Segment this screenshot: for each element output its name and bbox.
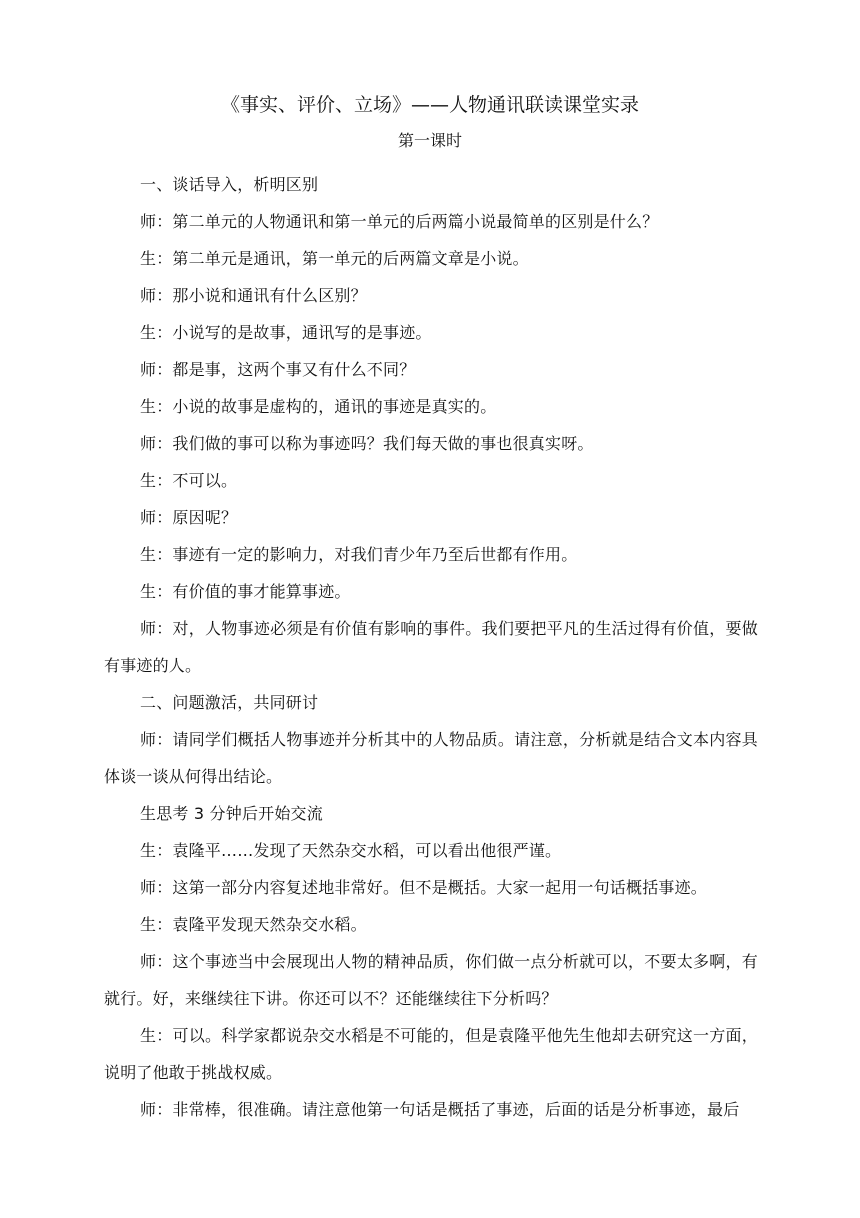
document-title: 《事实、评价、立场》——人物通讯联读课堂实录 [220, 94, 639, 116]
dialogue-line: 生：有价值的事才能算事迹。 [140, 582, 351, 601]
dialogue-line: 生：第二单元是通讯，第一单元的后两篇文章是小说。 [140, 249, 529, 268]
dialogue-line: 师：我们做的事可以称为事迹吗？我们每天做的事也很真实呀。 [140, 434, 594, 453]
dialogue-line: 师：对，人物事迹必须是有价值有影响的事件。我们要把平凡的生活过得有价值，要做有事迹的人。 [104, 619, 758, 675]
dialogue-line: 生：不可以。 [140, 471, 238, 490]
dialogue-line: 师：第二单元的人物通讯和第一单元的后两篇小说最简单的区别是什么？ [140, 212, 659, 231]
document-subtitle: 第一课时 [397, 131, 462, 150]
section-heading: 二、问题激活，共同研讨 [140, 693, 319, 712]
dialogue-line: 生：袁隆平发现天然杂交水稻。 [140, 915, 367, 934]
dialogue-line: 师：请同学们概括人物事迹并分析其中的人物品质。请注意，分析就是结合文本内容具体谈一谈从何得出结论。 [104, 730, 758, 786]
dialogue-line: 生：小说的故事是虚构的，通讯的事迹是真实的。 [140, 397, 497, 416]
section-heading: 一、谈话导入，析明区别 [140, 175, 319, 194]
dialogue-line: 师：非常棒，很准确。请注意他第一句话是概括了事迹，后面的话是分析事迹，最后 [140, 1100, 740, 1119]
dialogue-line: 师：这个事迹当中会展现出人物的精神品质，你们做一点分析就可以，不要太多啊，有就行。好，来继续往下讲。你还可以不？还能继续往下分析吗？ [104, 952, 758, 1008]
dialogue-line: 师：那小说和通讯有什么区别？ [140, 286, 367, 305]
dialogue-line: 生：事迹有一定的影响力，对我们青少年乃至后世都有作用。 [140, 545, 578, 564]
dialogue-line: 生：袁隆平……发现了天然杂交水稻，可以看出他很严谨。 [140, 841, 562, 860]
dialogue-line: 师：都是事，这两个事又有什么不同？ [140, 360, 416, 379]
dialogue-line: 生：可以。科学家都说杂交水稻是不可能的，但是袁隆平他先生他却去研究这一方面，说明了他敢于挑战权威。 [104, 1026, 758, 1082]
dialogue-line: 生：小说写的是故事，通讯写的是事迹。 [140, 323, 432, 342]
document-body [104, 166, 758, 1128]
dialogue-line: 师：原因呢？ [140, 508, 238, 527]
dialogue-line: 师：这第一部分内容复述地非常好。但不是概括。大家一起用一句话概括事迹。 [140, 878, 708, 897]
stage-note: 生思考 3 分钟后开始交流 [140, 804, 323, 823]
